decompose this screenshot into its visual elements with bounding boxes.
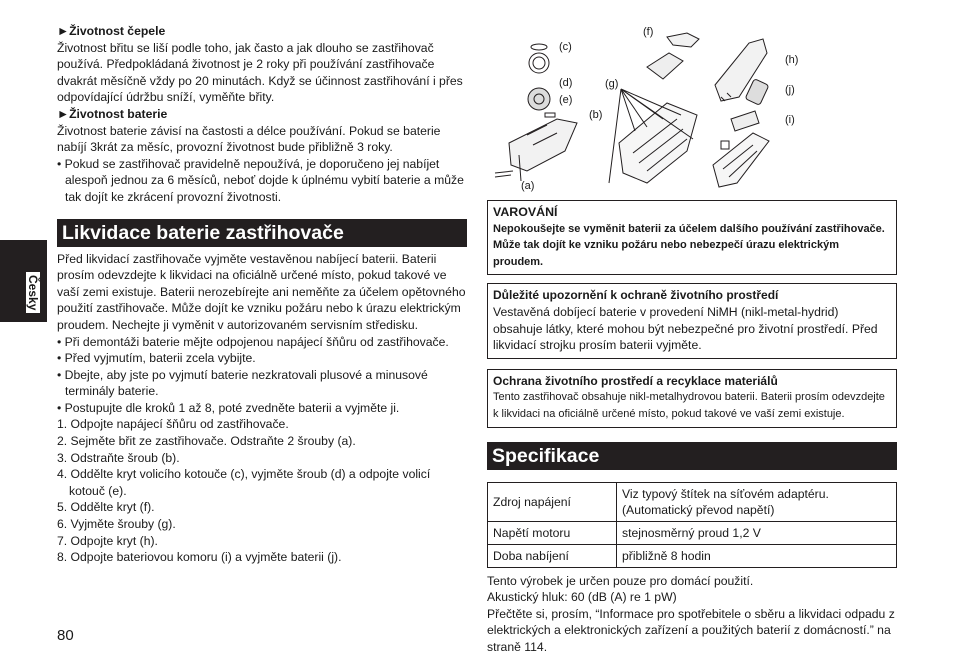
recycling-title: Ochrana životního prostředí a recyklace materiálů xyxy=(493,373,778,388)
disposal-step: 3. Odstraňte šroub (b). xyxy=(57,450,180,465)
table-row xyxy=(488,521,897,544)
disposal-intro: Před likvidací zastřihovače vyjměte vestavěnou nabíjecí baterii. Baterii prosím odevzdejte k likvidaci na oficiálně určené místo, pokud takové ve vaší zemi existuje. Baterii nerozebírejte ani neměňte za účelem opětovného použití zastřihovače. Může dojít ke vzniku požáru nebo k úrazu elektrickým proudem. Nechejte ji vyměnit v autorizovaném servisním středisku. xyxy=(57,251,466,332)
spec-key: Zdroj napájení xyxy=(488,482,617,521)
label-d: (d) xyxy=(559,77,573,89)
language-label: Česky xyxy=(26,272,40,313)
disposal-bullet: • Před vyjmutím, baterii zcela vybijte. xyxy=(57,351,256,366)
spec-value: přibližně 8 hodin xyxy=(617,544,897,567)
disposal-section-title: Likvidace baterie zastřihovače xyxy=(57,219,467,247)
disposal-step: 2. Sejměte břit ze zastřihovače. Odstraňte 2 šrouby (a). xyxy=(57,434,356,449)
screw-a-part xyxy=(495,171,513,177)
spec-value: stejnosměrný proud 1,2 V xyxy=(617,521,897,544)
label-b: (b) xyxy=(589,109,603,121)
label-i: (i) xyxy=(785,114,795,126)
blade-life-text: Životnost břitu se liší podle toho, jak často a jak dlouho se zastřihovač používá. Předpokládaná životnost je 2 roky při používání zastřihovače dvakrát měsíčně vždy po 20 minutách. Když se účinnost zastřihování i přes odpovídající údržbu sníží, vyměňte břity. xyxy=(57,40,463,105)
page-number: 80 xyxy=(57,627,74,644)
blade-life-heading: ►Životnost čepele xyxy=(57,24,166,38)
disposal-step: 8. Odpojte bateriovou komoru (i) a vyjměte baterii (j). xyxy=(57,550,342,565)
battery-compartment-part xyxy=(731,111,759,131)
label-g: (g) xyxy=(605,78,619,90)
warning-title: VAROVÁNÍ xyxy=(493,205,558,219)
disposal-step: 5. Oddělte kryt (f). xyxy=(57,500,155,515)
label-j: (j) xyxy=(785,84,795,96)
disposal-bullet: • Dbejte, aby jste po vyjmutí baterie nezkratovali plusové a minusové terminály baterie. xyxy=(57,367,428,399)
recycling-box xyxy=(487,369,897,428)
label-f: (f) xyxy=(643,26,654,38)
right-column xyxy=(487,200,897,656)
spec-key: Napětí motoru xyxy=(488,521,617,544)
label-a: (a) xyxy=(521,180,535,192)
spec-note: Akustický hluk: 60 (dB (A) re 1 pW) xyxy=(487,590,677,605)
environment-notice-text: Vestavěná dobíjecí baterie v provedení NiMH (nikl-metal-hydrid) obsahuje látky, které mohou být nebezpečné pro životní prostředí. Před likvidací strojku prosím baterii vyjměte. xyxy=(493,304,878,353)
dial-part xyxy=(528,88,550,110)
left-column xyxy=(57,23,467,566)
disposal-step: 4. Oddělte kryt volicího kotouče (c), vyjměte šroub (d) a odpojte volicí kotouč (e). xyxy=(57,467,431,498)
label-c: (c) xyxy=(559,41,572,53)
battery-life-text: Životnost baterie závisí na častosti a délce používání. Pokud se baterie nabíjí 3krát za měsíc, provozní životnost bude přibližně 3 roky. xyxy=(57,123,441,155)
screw-ring-part xyxy=(529,53,549,73)
disposal-bullet: • Při demontáži baterie mějte odpojenou napájecí šňůru od zastřihovače. xyxy=(57,334,449,349)
warning-box xyxy=(487,200,897,275)
environment-notice-title: Důležité upozornění k ochraně životního prostředí xyxy=(493,288,779,303)
table-row xyxy=(488,544,897,567)
label-e: (e) xyxy=(559,94,573,106)
environment-notice-box xyxy=(487,283,897,358)
dial-cover-part xyxy=(531,44,547,50)
frame-part xyxy=(647,53,683,79)
spec-key: Doba nabíjení xyxy=(488,544,617,567)
recycling-text: Tento zastřihovač obsahuje nikl-metalhydrovou baterii. Baterii prosím odevzdejte k likvidaci na oficiálně určené místo, pokud takové ve vaší zemi existuje. xyxy=(493,391,885,420)
battery-life-bullet: • Pokud se zastřihovač pravidelně nepoužívá, je doporučeno jej nabíjet alespoň jednou za 6 měsíců, neboť dojde k úplnému vybití baterie a může tak dojít ke zkrácení provozní životnosti. xyxy=(57,156,464,204)
specification-table xyxy=(487,482,897,568)
warning-text: Nepokoušejte se vyměnit baterii za účelem dalšího používání zastřihovače. Může tak dojít ke vzniku požáru nebo nebezpečí úrazu elektrickým proudem. xyxy=(493,222,885,268)
battery-life-heading: ►Životnost baterie xyxy=(57,106,168,121)
disposal-step: 7. Odpojte kryt (h). xyxy=(57,533,158,548)
table-row xyxy=(488,482,897,521)
spec-note: Tento výrobek je určen pouze pro domácí použití. xyxy=(487,573,754,588)
disassembly-illustration xyxy=(487,23,897,198)
disposal-bullet: • Postupujte dle kroků 1 až 8, poté zvedněte baterii a vyjměte ji. xyxy=(57,400,400,415)
disposal-step: 1. Odpojte napájecí šňůru od zastřihovače. xyxy=(57,417,289,432)
cover-f-part xyxy=(667,33,699,47)
spec-note: Přečtěte si, prosím, “Informace pro spotřebitele o sběru a likvidaci odpadu z elektrických a elektronických zařízení a použitých baterií z domácností.” na straně 114. xyxy=(487,606,895,654)
spec-value: Viz typový štítek na síťovém adaptéru. (Automatický převod napětí) xyxy=(617,482,897,521)
disposal-step: 6. Vyjměte šrouby (g). xyxy=(57,517,176,532)
label-h: (h) xyxy=(785,54,799,66)
specification-section-title: Specifikace xyxy=(487,442,897,470)
